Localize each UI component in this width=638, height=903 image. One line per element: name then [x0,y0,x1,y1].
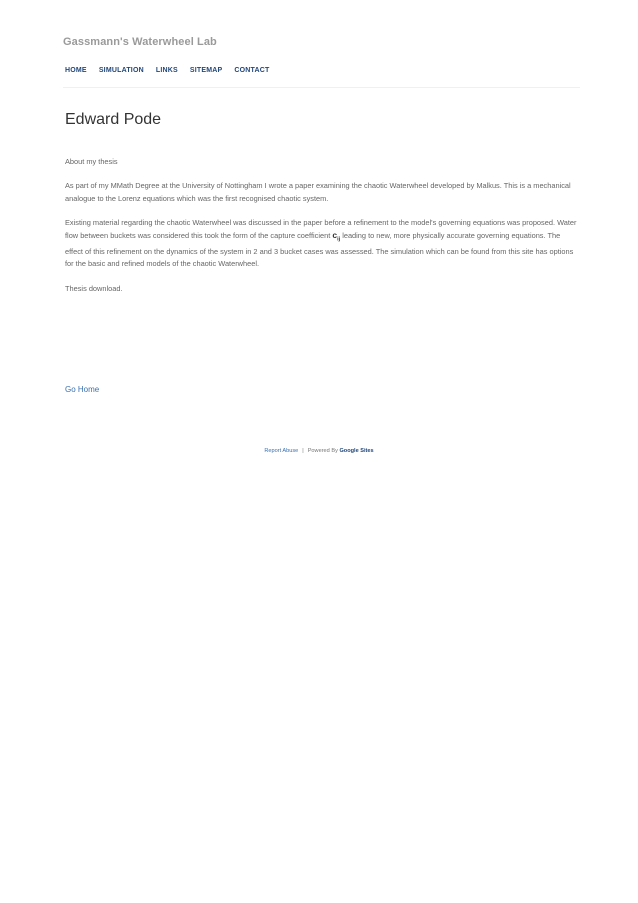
nav-item-simulation[interactable]: SIMULATION [98,67,144,74]
powered-by-text: Powered By [307,448,338,454]
nav-item-sitemap[interactable]: SITEMAP [189,67,223,74]
nav-divider [63,87,580,88]
google-sites-link[interactable]: Google Sites [339,448,374,454]
about-heading: About my thesis [65,157,118,166]
paragraph-refinement [65,217,577,271]
capture-coefficient [332,230,341,243]
coef-symbol: c [332,230,338,241]
paragraph-refinement-part2: leading to new, more physically accurate governing equations. The effect of this refinement on the dynamics of the system in 2 and 3 bucket cases was assessed. The simulation which can be found from this site has options for the basic and refined models of the chaotic Waterwheel. [65,231,574,269]
go-home-link[interactable]: Go Home [65,385,100,394]
thesis-download-text: Thesis download. [65,283,123,293]
nav-item-links[interactable]: LINKS [155,67,178,74]
nav-item-home[interactable]: HOME [65,67,87,74]
paragraph-intro: As part of my MMath Degree at the University of Nottingham I wrote a paper examining the chaotic Waterwheel developed by Malkus. This is a mechanical analogue to the Lorenz equations which was the first recognised chaotic system. [65,181,571,203]
footer [0,448,638,454]
footer-separator: | [302,448,304,454]
page-content [65,156,577,307]
paragraph-refinement-part1: Existing material regarding the chaotic Waterwheel was discussed in the paper before a refinement to the model's governing equations was proposed. Water flow between buckets was considered this took the form of the capture coefficient [65,217,577,241]
main-nav [65,67,281,74]
nav-item-contact[interactable]: CONTACT [234,67,270,74]
page-title: Edward Pode [65,111,162,128]
report-abuse-link[interactable]: Report Abuse [264,448,299,454]
coef-subscript: ij [337,236,341,243]
site-title[interactable]: Gassmann's Waterwheel Lab [63,36,217,48]
